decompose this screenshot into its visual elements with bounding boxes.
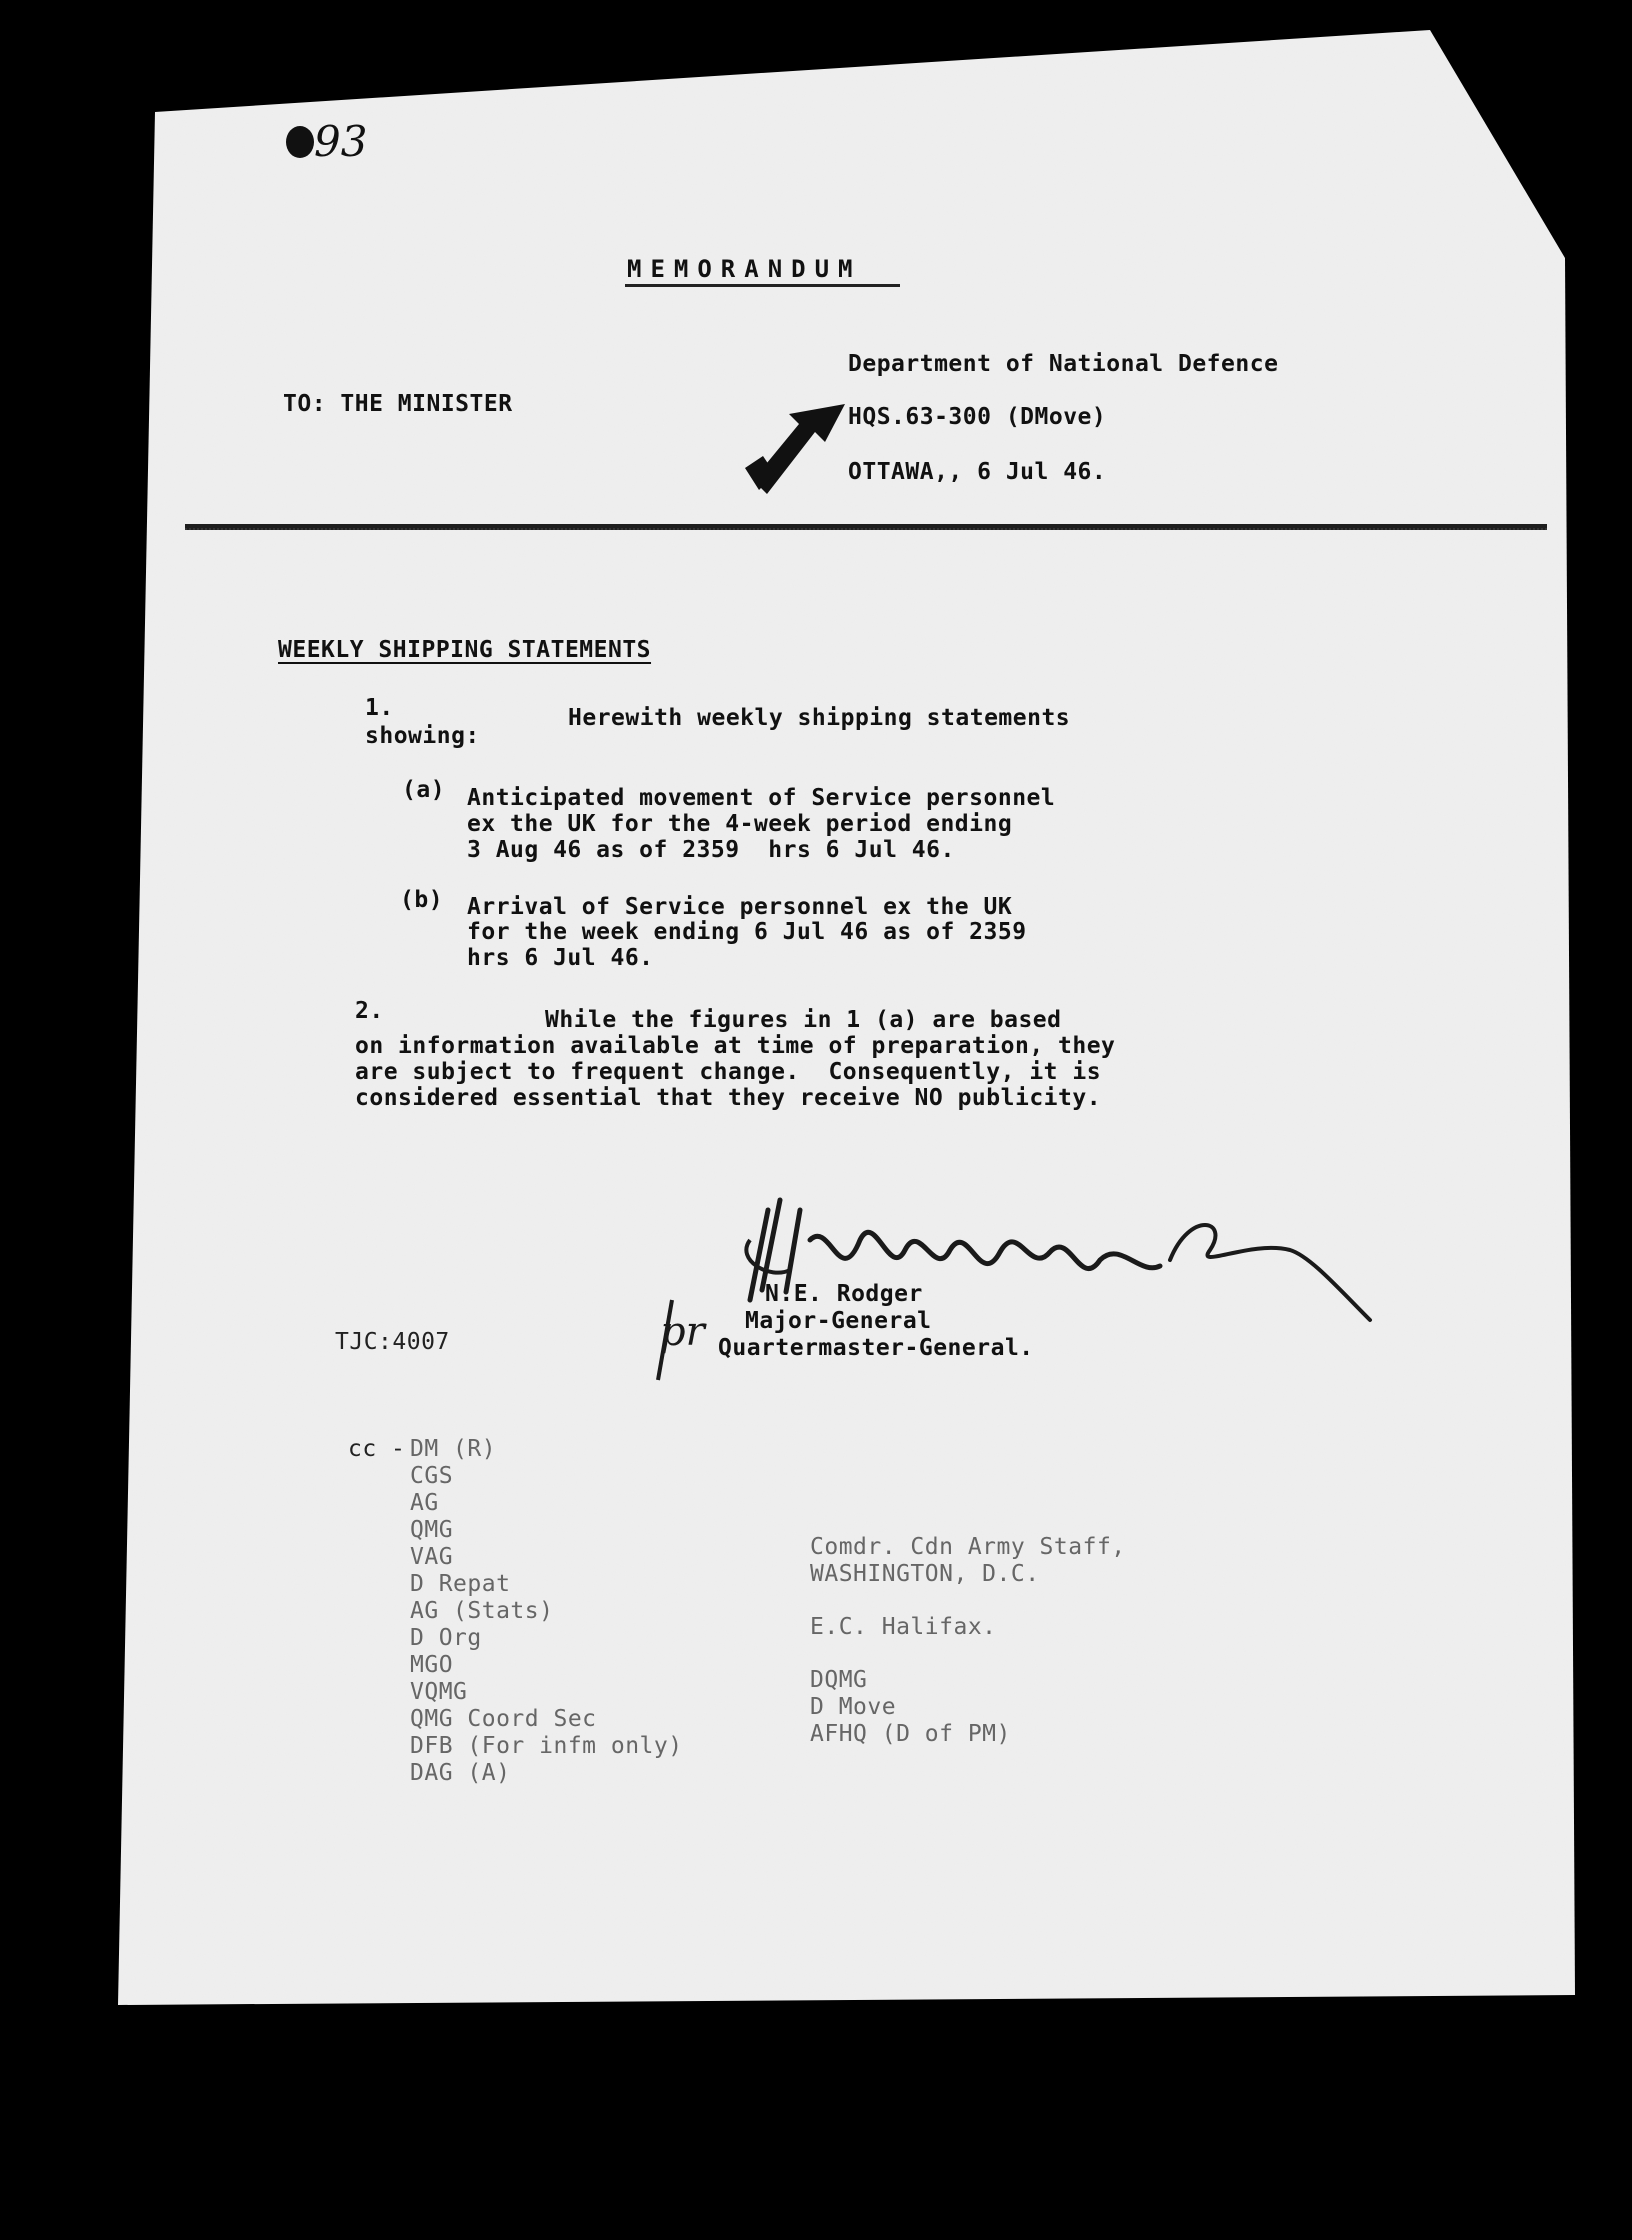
cc-item: VQMG (410, 1679, 468, 1705)
department-name: Department of National Defence (848, 351, 1279, 377)
item-a-line1: Anticipated movement of Service personnel (467, 785, 1056, 811)
cc-item: AFHQ (D of PM) (810, 1721, 1011, 1747)
signatory-name: N.E. Rodger (765, 1281, 923, 1307)
item-a-line2: ex the UK for the 4-week period ending (467, 811, 1013, 837)
cc-item: D Repat (410, 1571, 511, 1597)
cc-item: E.C. Halifax. (810, 1614, 997, 1640)
svg-text:93: 93 (314, 117, 368, 166)
cc-item: WASHINGTON, D.C. (810, 1561, 1040, 1587)
para1-number: 1. (365, 695, 394, 721)
item-b-label: (b) (400, 887, 444, 913)
cc-prefix: cc - (348, 1436, 406, 1462)
item-a-line3: 3 Aug 46 as of 2359 hrs 6 Jul 46. (467, 837, 955, 863)
para2-line2: on information available at time of preparation, they (355, 1033, 1116, 1059)
file-reference: HQS.63-300 (DMove) (848, 404, 1107, 430)
para2-line1: While the figures in 1 (a) are based (545, 1007, 1062, 1033)
para1-text-line2: showing: (365, 723, 480, 749)
cc-item: D Org (410, 1625, 482, 1651)
subject-heading: WEEKLY SHIPPING STATEMENTS (278, 637, 652, 663)
para1-text-line1: Herewith weekly shipping statements (568, 705, 1071, 731)
cc-item: MGO (410, 1652, 454, 1678)
svg-text:pr: pr (660, 1309, 705, 1355)
header-divider (185, 524, 1547, 530)
place-date: OTTAWA,, 6 Jul 46. (848, 459, 1107, 485)
cc-item: AG (Stats) (410, 1598, 554, 1624)
cc-item: DFB (For infm only) (410, 1733, 683, 1759)
para2-number: 2. (355, 998, 384, 1024)
cc-item: QMG Coord Sec (410, 1706, 597, 1732)
cc-item: Comdr. Cdn Army Staff, (810, 1534, 1126, 1560)
cc-item: AG (410, 1490, 439, 1516)
reference-code: TJC:4007 (335, 1329, 450, 1355)
title-underline (625, 284, 900, 287)
cc-item: VAG (410, 1544, 454, 1570)
cc-item: DAG (A) (410, 1760, 511, 1786)
para2-line3: are subject to frequent change. Consequently, it is (355, 1059, 1102, 1085)
para2-line4: considered essential that they receive NO publicity. (355, 1085, 1102, 1111)
memo-title: MEMORANDUM (627, 255, 862, 283)
cc-item: D Move (810, 1694, 897, 1720)
recipient-line: TO: THE MINISTER (283, 391, 513, 417)
item-b-line2: for the week ending 6 Jul 46 as of 2359 (467, 919, 1027, 945)
item-b-line3: hrs 6 Jul 46. (467, 945, 654, 971)
cc-item: DQMG (810, 1667, 868, 1693)
signatory-rank: Major-General (745, 1308, 932, 1334)
item-a-label: (a) (402, 777, 446, 803)
cc-item: DM (R) (410, 1436, 497, 1462)
signatory-title: Quartermaster-General. (718, 1335, 1034, 1361)
cc-item: QMG (410, 1517, 454, 1543)
cc-item: CGS (410, 1463, 454, 1489)
item-b-line1: Arrival of Service personnel ex the UK (467, 894, 1013, 920)
